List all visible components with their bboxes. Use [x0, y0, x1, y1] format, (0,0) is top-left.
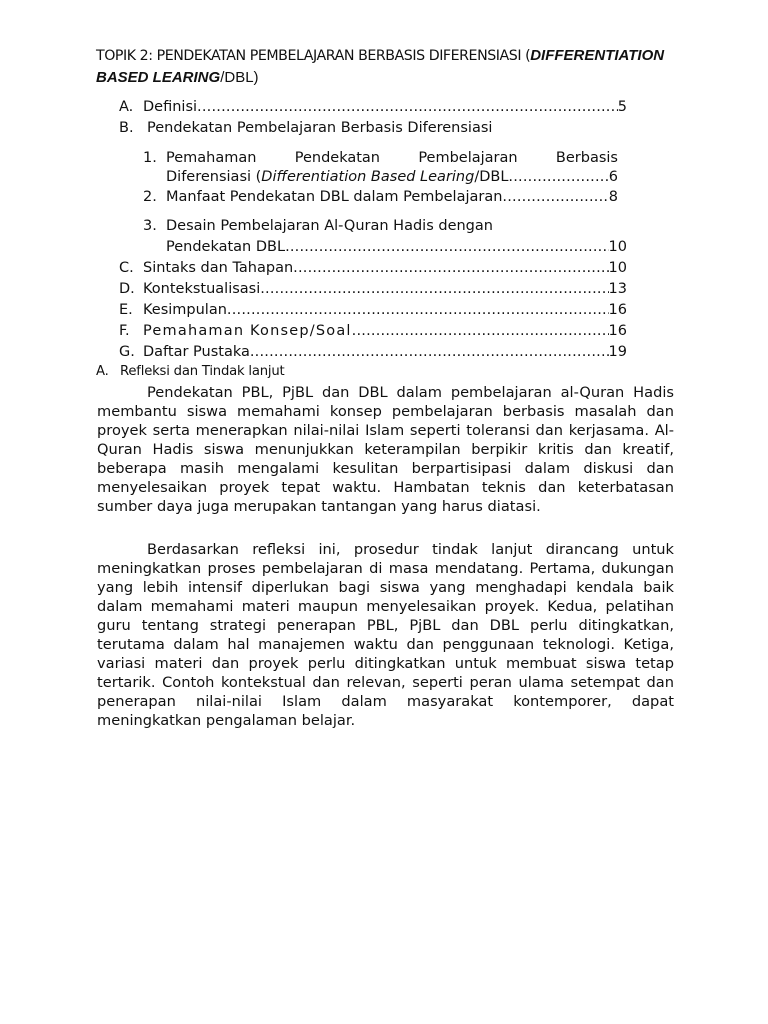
toc-item-a-label: Definisi [143, 99, 198, 115]
toc-item-g-label: Daftar Pustaka [143, 344, 250, 360]
topic-title-suffix: /DBL) [220, 69, 259, 86]
toc-item-g-marker: G. [119, 344, 135, 360]
toc-leader [293, 258, 608, 278]
toc-word: Pemahaman [166, 150, 257, 166]
section-heading-text: Refleksi dan Tindak lanjut [120, 364, 285, 379]
toc-item-b [119, 118, 627, 138]
toc-item-b3-label: Desain Pembelajaran Al-Quran Hadis dengan [166, 218, 493, 234]
toc-item-e-page: 16 [608, 302, 627, 318]
toc-item-c-label: Sintaks dan Tahapan [143, 260, 294, 276]
toc-word: Berbasis [555, 150, 618, 166]
paragraph-2 [97, 540, 674, 730]
toc-leader [352, 321, 609, 341]
toc-item-a [119, 97, 627, 117]
toc-word: Pembelajaran [418, 150, 518, 166]
toc-item-b1-page: 6 [608, 169, 618, 185]
toc-leader [250, 342, 609, 362]
toc-item-b1 [143, 148, 618, 168]
paragraph-2-text: Berdasarkan refleksi ini, prosedur tindak lanjut dirancang untuk meningkatkan proses pembelajaran di masa mendatang. Pertama, dukungan yang lebih intensif diperlukan bagi siswa yang menghadapi kendala baik dalam memahami materi maupun menyelesaikan proyek. Kedua, pelatihan guru tentang strategi penerapan PBL, PjBL dan DBL perlu ditingkatkan, terutama dalam hal manajemen waktu dan penggunaan teknologi. Ketiga, variasi materi dan proyek perlu ditingkatkan untuk membuat siswa tetap tertarik. Contoh kontekstual dan relevan, seperti peran ulama setempat dan penerapan nilai-nilai Islam dalam masyarakat kontemporer, dapat meningkatkan pengalaman belajar. [97, 541, 674, 729]
toc-leader [285, 237, 608, 257]
toc-item-b1-cont-italic: Differentiation Based Learing [261, 169, 475, 185]
toc-item-e [119, 300, 627, 320]
toc-item-b2 [143, 187, 618, 207]
toc-item-b1-marker: 1. [143, 150, 157, 166]
toc-item-b2-marker: 2. [143, 189, 157, 205]
toc-leader [197, 97, 618, 117]
toc-item-b3-continued [166, 237, 627, 257]
toc-item-b3-cont: Pendekatan DBL [166, 239, 286, 255]
toc-item-g-page: 19 [608, 344, 627, 360]
toc-item-b1-cont-suffix: /DBL [474, 169, 509, 185]
toc-item-c-page: 10 [608, 260, 627, 276]
toc-item-b2-label: Manfaat Pendekatan DBL dalam Pembelajaran [166, 189, 503, 205]
toc-item-b1-cont-prefix: Diferensiasi ( [166, 169, 262, 185]
toc-item-f-label: Pemahaman Konsep/Soal [143, 323, 352, 339]
topic-title-emphasis: DIFFERENTIATION BASED LEARING [96, 47, 665, 86]
toc-item-b3-marker: 3. [143, 218, 157, 234]
toc-item-c-marker: C. [119, 260, 134, 276]
toc-leader [260, 279, 608, 299]
toc-item-a-page: 5 [617, 99, 627, 115]
toc-item-d [119, 279, 627, 299]
toc-item-b3 [143, 216, 618, 236]
toc-item-g [119, 342, 627, 362]
toc-item-d-page: 13 [608, 281, 627, 297]
toc-item-f-marker: F. [119, 323, 130, 339]
toc-item-c [119, 258, 627, 278]
paragraph-1 [97, 383, 674, 516]
toc-item-b2-page: 8 [608, 189, 618, 205]
toc-item-f [119, 321, 627, 341]
toc-item-e-marker: E. [119, 302, 133, 318]
toc-item-e-label: Kesimpulan [143, 302, 227, 318]
section-heading-marker: A. [96, 364, 109, 379]
toc-leader [508, 167, 608, 187]
toc-item-f-page: 16 [608, 323, 627, 339]
toc-item-b-label: Pendekatan Pembelajaran Berbasis Diferensiasi [147, 120, 493, 136]
toc-leader [502, 187, 608, 207]
section-heading [96, 363, 285, 381]
topic-title [96, 45, 681, 89]
toc-item-b3-page: 10 [608, 239, 627, 255]
toc-item-d-label: Kontekstualisasi [143, 281, 261, 297]
toc-item-d-marker: D. [119, 281, 135, 297]
topic-title-prefix: TOPIK 2: PENDEKATAN PEMBELAJARAN BERBASIS DIFERENSIASI ( [96, 48, 531, 64]
toc-item-b1-continued [166, 167, 618, 187]
toc-leader [227, 300, 609, 320]
toc-item-b-marker: B. [119, 120, 134, 136]
toc-item-a-marker: A. [119, 99, 134, 115]
toc-word: Pendekatan [294, 150, 381, 166]
paragraph-1-text: Pendekatan PBL, PjBL dan DBL dalam pembelajaran al-Quran Hadis membantu siswa memahami konsep pembelajaran berbasis masalah dan proyek serta menerapkan nilai-nilai Islam seperti toleransi dan kerjasama. Al-Quran Hadis siswa menunjukkan keterampilan berpikir kritis dan kreatif, beberapa masih mengalami kesulitan berpartisipasi dalam diskusi dan menyelesaikan proyek tepat waktu. Hambatan teknis dan keterbatasan sumber daya juga merupakan tantangan yang harus diatasi. [97, 384, 674, 515]
toc-item-b1-label [166, 148, 618, 168]
